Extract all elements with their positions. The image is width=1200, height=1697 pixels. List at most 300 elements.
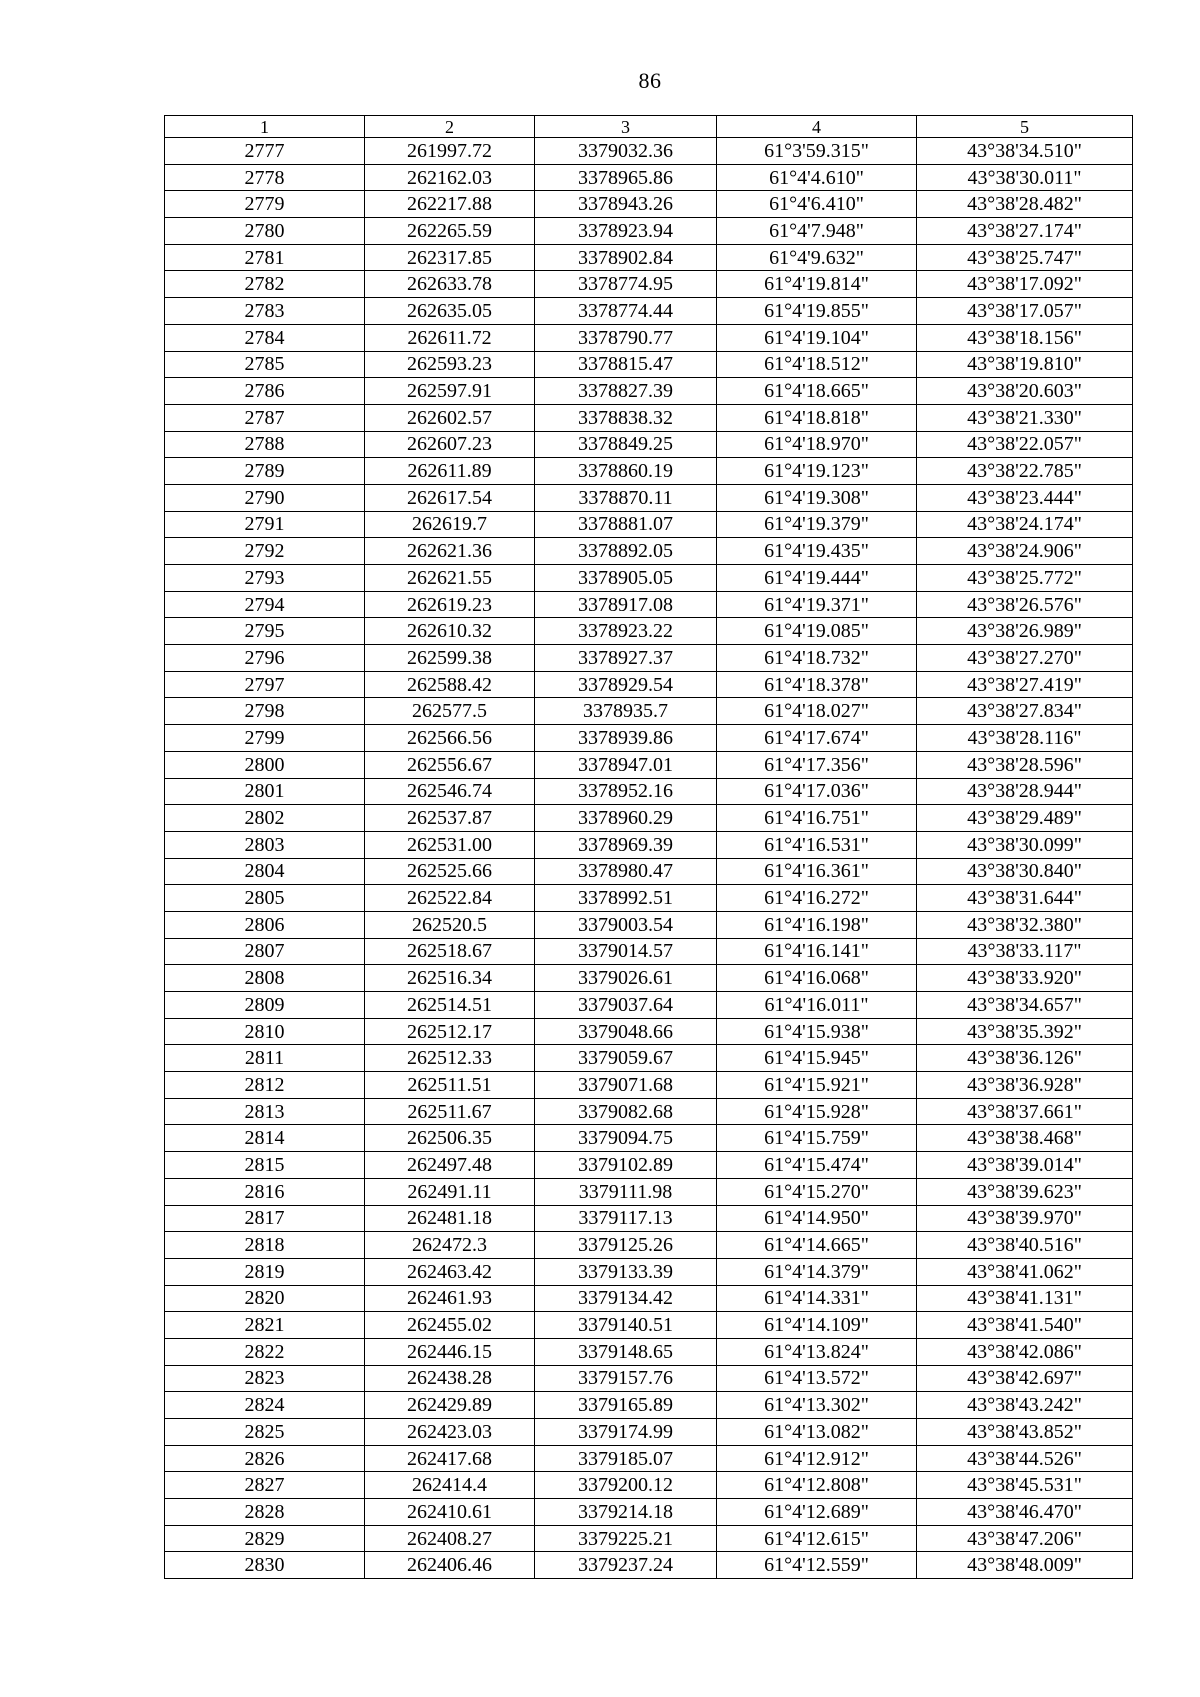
x-coordinate-cell: 262317.85	[365, 244, 535, 271]
table-header	[165, 116, 1133, 138]
table-row	[165, 938, 1133, 965]
longitude-cell: 61°4'15.928"	[717, 1098, 917, 1125]
point-number-cell: 2781	[165, 244, 365, 271]
column-header-4: 4	[717, 116, 917, 138]
point-number-cell: 2805	[165, 885, 365, 912]
longitude-cell: 61°4'16.068"	[717, 965, 917, 992]
table-row	[165, 484, 1133, 511]
longitude-cell: 61°4'18.027"	[717, 698, 917, 725]
table-row	[165, 1525, 1133, 1552]
longitude-cell: 61°4'13.824"	[717, 1338, 917, 1365]
point-number-cell: 2785	[165, 351, 365, 378]
latitude-cell: 43°38'48.009"	[917, 1552, 1133, 1579]
column-header-3: 3	[535, 116, 717, 138]
x-coordinate-cell: 262593.23	[365, 351, 535, 378]
y-coordinate-cell: 3378947.01	[535, 751, 717, 778]
longitude-cell: 61°4'12.689"	[717, 1499, 917, 1526]
table-row	[165, 298, 1133, 325]
x-coordinate-cell: 262162.03	[365, 164, 535, 191]
table-row	[165, 1018, 1133, 1045]
latitude-cell: 43°38'36.928"	[917, 1072, 1133, 1099]
table-row	[165, 1419, 1133, 1446]
x-coordinate-cell: 262410.61	[365, 1499, 535, 1526]
y-coordinate-cell: 3378849.25	[535, 431, 717, 458]
point-number-cell: 2778	[165, 164, 365, 191]
latitude-cell: 43°38'38.468"	[917, 1125, 1133, 1152]
latitude-cell: 43°38'23.444"	[917, 484, 1133, 511]
x-coordinate-cell: 262512.17	[365, 1018, 535, 1045]
y-coordinate-cell: 3378992.51	[535, 885, 717, 912]
latitude-cell: 43°38'22.057"	[917, 431, 1133, 458]
longitude-cell: 61°4'15.759"	[717, 1125, 917, 1152]
coordinates-table	[164, 115, 1133, 1579]
latitude-cell: 43°38'39.014"	[917, 1152, 1133, 1179]
x-coordinate-cell: 262525.66	[365, 858, 535, 885]
y-coordinate-cell: 3378965.86	[535, 164, 717, 191]
point-number-cell: 2825	[165, 1419, 365, 1446]
table-row	[165, 324, 1133, 351]
y-coordinate-cell: 3379026.61	[535, 965, 717, 992]
point-number-cell: 2818	[165, 1232, 365, 1259]
point-number-cell: 2796	[165, 645, 365, 672]
latitude-cell: 43°38'37.661"	[917, 1098, 1133, 1125]
x-coordinate-cell: 262520.5	[365, 911, 535, 938]
longitude-cell: 61°4'19.444"	[717, 565, 917, 592]
point-number-cell: 2802	[165, 805, 365, 832]
table-row	[165, 858, 1133, 885]
latitude-cell: 43°38'41.131"	[917, 1285, 1133, 1312]
table-row	[165, 191, 1133, 218]
latitude-cell: 43°38'44.526"	[917, 1445, 1133, 1472]
table-row	[165, 1258, 1133, 1285]
x-coordinate-cell: 262265.59	[365, 218, 535, 245]
column-header-2: 2	[365, 116, 535, 138]
x-coordinate-cell: 262497.48	[365, 1152, 535, 1179]
x-coordinate-cell: 262610.32	[365, 618, 535, 645]
x-coordinate-cell: 262621.55	[365, 565, 535, 592]
longitude-cell: 61°3'59.315"	[717, 138, 917, 165]
longitude-cell: 61°4'16.011"	[717, 992, 917, 1019]
y-coordinate-cell: 3379111.98	[535, 1178, 717, 1205]
point-number-cell: 2810	[165, 1018, 365, 1045]
longitude-cell: 61°4'16.198"	[717, 911, 917, 938]
latitude-cell: 43°38'32.380"	[917, 911, 1133, 938]
y-coordinate-cell: 3378870.11	[535, 484, 717, 511]
y-coordinate-cell: 3379134.42	[535, 1285, 717, 1312]
x-coordinate-cell: 262472.3	[365, 1232, 535, 1259]
latitude-cell: 43°38'33.920"	[917, 965, 1133, 992]
point-number-cell: 2819	[165, 1258, 365, 1285]
latitude-cell: 43°38'45.531"	[917, 1472, 1133, 1499]
longitude-cell: 61°4'12.615"	[717, 1525, 917, 1552]
latitude-cell: 43°38'17.057"	[917, 298, 1133, 325]
y-coordinate-cell: 3379094.75	[535, 1125, 717, 1152]
table-row	[165, 565, 1133, 592]
y-coordinate-cell: 3378935.7	[535, 698, 717, 725]
table-row	[165, 1178, 1133, 1205]
table-body	[165, 138, 1133, 1579]
longitude-cell: 61°4'18.512"	[717, 351, 917, 378]
x-coordinate-cell: 262611.72	[365, 324, 535, 351]
table-row	[165, 431, 1133, 458]
y-coordinate-cell: 3379032.36	[535, 138, 717, 165]
x-coordinate-cell: 262546.74	[365, 778, 535, 805]
table-row	[165, 1045, 1133, 1072]
table-row	[165, 1312, 1133, 1339]
x-coordinate-cell: 262621.36	[365, 538, 535, 565]
x-coordinate-cell: 262417.68	[365, 1445, 535, 1472]
x-coordinate-cell: 262461.93	[365, 1285, 535, 1312]
point-number-cell: 2784	[165, 324, 365, 351]
y-coordinate-cell: 3378952.16	[535, 778, 717, 805]
x-coordinate-cell: 262463.42	[365, 1258, 535, 1285]
x-coordinate-cell: 261997.72	[365, 138, 535, 165]
x-coordinate-cell: 262455.02	[365, 1312, 535, 1339]
y-coordinate-cell: 3379082.68	[535, 1098, 717, 1125]
x-coordinate-cell: 262438.28	[365, 1365, 535, 1392]
point-number-cell: 2806	[165, 911, 365, 938]
point-number-cell: 2830	[165, 1552, 365, 1579]
latitude-cell: 43°38'41.062"	[917, 1258, 1133, 1285]
latitude-cell: 43°38'46.470"	[917, 1499, 1133, 1526]
longitude-cell: 61°4'18.378"	[717, 671, 917, 698]
x-coordinate-cell: 262406.46	[365, 1552, 535, 1579]
latitude-cell: 43°38'39.623"	[917, 1178, 1133, 1205]
point-number-cell: 2808	[165, 965, 365, 992]
longitude-cell: 61°4'9.632"	[717, 244, 917, 271]
x-coordinate-cell: 262518.67	[365, 938, 535, 965]
longitude-cell: 61°4'4.610"	[717, 164, 917, 191]
table-row	[165, 538, 1133, 565]
point-number-cell: 2829	[165, 1525, 365, 1552]
longitude-cell: 61°4'17.356"	[717, 751, 917, 778]
table-row	[165, 965, 1133, 992]
latitude-cell: 43°38'25.747"	[917, 244, 1133, 271]
x-coordinate-cell: 262611.89	[365, 458, 535, 485]
y-coordinate-cell: 3378980.47	[535, 858, 717, 885]
latitude-cell: 43°38'42.697"	[917, 1365, 1133, 1392]
header-row	[165, 116, 1133, 138]
point-number-cell: 2803	[165, 831, 365, 858]
y-coordinate-cell: 3378790.77	[535, 324, 717, 351]
longitude-cell: 61°4'15.270"	[717, 1178, 917, 1205]
x-coordinate-cell: 262516.34	[365, 965, 535, 992]
x-coordinate-cell: 262429.89	[365, 1392, 535, 1419]
latitude-cell: 43°38'27.270"	[917, 645, 1133, 672]
y-coordinate-cell: 3378815.47	[535, 351, 717, 378]
table-row	[165, 404, 1133, 431]
longitude-cell: 61°4'17.674"	[717, 725, 917, 752]
latitude-cell: 43°38'34.510"	[917, 138, 1133, 165]
table-row	[165, 378, 1133, 405]
longitude-cell: 61°4'14.950"	[717, 1205, 917, 1232]
longitude-cell: 61°4'18.970"	[717, 431, 917, 458]
table-row	[165, 458, 1133, 485]
table-row	[165, 645, 1133, 672]
table-row	[165, 751, 1133, 778]
point-number-cell: 2823	[165, 1365, 365, 1392]
table-row	[165, 778, 1133, 805]
latitude-cell: 43°38'24.174"	[917, 511, 1133, 538]
y-coordinate-cell: 3379133.39	[535, 1258, 717, 1285]
y-coordinate-cell: 3378774.95	[535, 271, 717, 298]
point-number-cell: 2793	[165, 565, 365, 592]
table-row	[165, 511, 1133, 538]
longitude-cell: 61°4'19.123"	[717, 458, 917, 485]
point-number-cell: 2814	[165, 1125, 365, 1152]
x-coordinate-cell: 262619.7	[365, 511, 535, 538]
y-coordinate-cell: 3379148.65	[535, 1338, 717, 1365]
y-coordinate-cell: 3378969.39	[535, 831, 717, 858]
x-coordinate-cell: 262599.38	[365, 645, 535, 672]
longitude-cell: 61°4'12.912"	[717, 1445, 917, 1472]
table-row	[165, 992, 1133, 1019]
point-number-cell: 2804	[165, 858, 365, 885]
table-row	[165, 164, 1133, 191]
table-row	[165, 698, 1133, 725]
table-row	[165, 218, 1133, 245]
longitude-cell: 61°4'19.371"	[717, 591, 917, 618]
point-number-cell: 2828	[165, 1499, 365, 1526]
point-number-cell: 2807	[165, 938, 365, 965]
x-coordinate-cell: 262511.51	[365, 1072, 535, 1099]
y-coordinate-cell: 3379174.99	[535, 1419, 717, 1446]
y-coordinate-cell: 3379214.18	[535, 1499, 717, 1526]
y-coordinate-cell: 3379117.13	[535, 1205, 717, 1232]
table-row	[165, 591, 1133, 618]
y-coordinate-cell: 3378827.39	[535, 378, 717, 405]
latitude-cell: 43°38'21.330"	[917, 404, 1133, 431]
table-row	[165, 1285, 1133, 1312]
longitude-cell: 61°4'14.109"	[717, 1312, 917, 1339]
longitude-cell: 61°4'19.308"	[717, 484, 917, 511]
table-row	[165, 725, 1133, 752]
longitude-cell: 61°4'19.435"	[717, 538, 917, 565]
longitude-cell: 61°4'12.808"	[717, 1472, 917, 1499]
longitude-cell: 61°4'18.818"	[717, 404, 917, 431]
point-number-cell: 2789	[165, 458, 365, 485]
point-number-cell: 2780	[165, 218, 365, 245]
table-row	[165, 911, 1133, 938]
x-coordinate-cell: 262566.56	[365, 725, 535, 752]
longitude-cell: 61°4'13.302"	[717, 1392, 917, 1419]
x-coordinate-cell: 262423.03	[365, 1419, 535, 1446]
point-number-cell: 2809	[165, 992, 365, 1019]
y-coordinate-cell: 3378774.44	[535, 298, 717, 325]
table-row	[165, 805, 1133, 832]
table-row	[165, 618, 1133, 645]
table-row	[165, 1338, 1133, 1365]
table-row	[165, 831, 1133, 858]
y-coordinate-cell: 3379200.12	[535, 1472, 717, 1499]
longitude-cell: 61°4'19.814"	[717, 271, 917, 298]
x-coordinate-cell: 262414.4	[365, 1472, 535, 1499]
latitude-cell: 43°38'20.603"	[917, 378, 1133, 405]
point-number-cell: 2790	[165, 484, 365, 511]
latitude-cell: 43°38'47.206"	[917, 1525, 1133, 1552]
x-coordinate-cell: 262511.67	[365, 1098, 535, 1125]
point-number-cell: 2820	[165, 1285, 365, 1312]
point-number-cell: 2791	[165, 511, 365, 538]
x-coordinate-cell: 262531.00	[365, 831, 535, 858]
longitude-cell: 61°4'15.938"	[717, 1018, 917, 1045]
table-row	[165, 271, 1133, 298]
latitude-cell: 43°38'43.852"	[917, 1419, 1133, 1446]
latitude-cell: 43°38'30.840"	[917, 858, 1133, 885]
y-coordinate-cell: 3378902.84	[535, 244, 717, 271]
point-number-cell: 2799	[165, 725, 365, 752]
x-coordinate-cell: 262577.5	[365, 698, 535, 725]
longitude-cell: 61°4'7.948"	[717, 218, 917, 245]
x-coordinate-cell: 262522.84	[365, 885, 535, 912]
x-coordinate-cell: 262491.11	[365, 1178, 535, 1205]
point-number-cell: 2783	[165, 298, 365, 325]
x-coordinate-cell: 262537.87	[365, 805, 535, 832]
point-number-cell: 2822	[165, 1338, 365, 1365]
latitude-cell: 43°38'36.126"	[917, 1045, 1133, 1072]
longitude-cell: 61°4'14.331"	[717, 1285, 917, 1312]
table-row	[165, 1499, 1133, 1526]
longitude-cell: 61°4'17.036"	[717, 778, 917, 805]
latitude-cell: 43°38'27.174"	[917, 218, 1133, 245]
y-coordinate-cell: 3379225.21	[535, 1525, 717, 1552]
point-number-cell: 2798	[165, 698, 365, 725]
page-number: 86	[638, 68, 662, 93]
longitude-cell: 61°4'19.104"	[717, 324, 917, 351]
point-number-cell: 2797	[165, 671, 365, 698]
latitude-cell: 43°38'40.516"	[917, 1232, 1133, 1259]
point-number-cell: 2794	[165, 591, 365, 618]
longitude-cell: 61°4'15.474"	[717, 1152, 917, 1179]
longitude-cell: 61°4'15.921"	[717, 1072, 917, 1099]
latitude-cell: 43°38'43.242"	[917, 1392, 1133, 1419]
y-coordinate-cell: 3378927.37	[535, 645, 717, 672]
table-row	[165, 885, 1133, 912]
longitude-cell: 61°4'16.751"	[717, 805, 917, 832]
table-row	[165, 351, 1133, 378]
y-coordinate-cell: 3379059.67	[535, 1045, 717, 1072]
point-number-cell: 2815	[165, 1152, 365, 1179]
longitude-cell: 61°4'15.945"	[717, 1045, 917, 1072]
longitude-cell: 61°4'13.572"	[717, 1365, 917, 1392]
point-number-cell: 2813	[165, 1098, 365, 1125]
point-number-cell: 2786	[165, 378, 365, 405]
latitude-cell: 43°38'39.970"	[917, 1205, 1133, 1232]
x-coordinate-cell: 262607.23	[365, 431, 535, 458]
point-number-cell: 2777	[165, 138, 365, 165]
point-number-cell: 2782	[165, 271, 365, 298]
y-coordinate-cell: 3379014.57	[535, 938, 717, 965]
x-coordinate-cell: 262617.54	[365, 484, 535, 511]
longitude-cell: 61°4'13.082"	[717, 1419, 917, 1446]
latitude-cell: 43°38'28.482"	[917, 191, 1133, 218]
x-coordinate-cell: 262619.23	[365, 591, 535, 618]
y-coordinate-cell: 3378929.54	[535, 671, 717, 698]
y-coordinate-cell: 3378943.26	[535, 191, 717, 218]
y-coordinate-cell: 3378923.22	[535, 618, 717, 645]
longitude-cell: 61°4'18.665"	[717, 378, 917, 405]
y-coordinate-cell: 3379140.51	[535, 1312, 717, 1339]
latitude-cell: 43°38'34.657"	[917, 992, 1133, 1019]
y-coordinate-cell: 3379048.66	[535, 1018, 717, 1045]
point-number-cell: 2811	[165, 1045, 365, 1072]
y-coordinate-cell: 3378892.05	[535, 538, 717, 565]
latitude-cell: 43°38'27.834"	[917, 698, 1133, 725]
table-row	[165, 671, 1133, 698]
table-row	[165, 1125, 1133, 1152]
point-number-cell: 2792	[165, 538, 365, 565]
y-coordinate-cell: 3378860.19	[535, 458, 717, 485]
table-row	[165, 1205, 1133, 1232]
latitude-cell: 43°38'27.419"	[917, 671, 1133, 698]
latitude-cell: 43°38'29.489"	[917, 805, 1133, 832]
point-number-cell: 2827	[165, 1472, 365, 1499]
latitude-cell: 43°38'42.086"	[917, 1338, 1133, 1365]
longitude-cell: 61°4'19.085"	[717, 618, 917, 645]
y-coordinate-cell: 3379003.54	[535, 911, 717, 938]
latitude-cell: 43°38'30.099"	[917, 831, 1133, 858]
point-number-cell: 2821	[165, 1312, 365, 1339]
latitude-cell: 43°38'30.011"	[917, 164, 1133, 191]
x-coordinate-cell: 262446.15	[365, 1338, 535, 1365]
longitude-cell: 61°4'16.531"	[717, 831, 917, 858]
y-coordinate-cell: 3378881.07	[535, 511, 717, 538]
point-number-cell: 2801	[165, 778, 365, 805]
table-row	[165, 1072, 1133, 1099]
y-coordinate-cell: 3379037.64	[535, 992, 717, 1019]
x-coordinate-cell: 262514.51	[365, 992, 535, 1019]
longitude-cell: 61°4'16.141"	[717, 938, 917, 965]
y-coordinate-cell: 3378905.05	[535, 565, 717, 592]
longitude-cell: 61°4'6.410"	[717, 191, 917, 218]
x-coordinate-cell: 262506.35	[365, 1125, 535, 1152]
longitude-cell: 61°4'16.361"	[717, 858, 917, 885]
x-coordinate-cell: 262602.57	[365, 404, 535, 431]
point-number-cell: 2826	[165, 1445, 365, 1472]
latitude-cell: 43°38'19.810"	[917, 351, 1133, 378]
latitude-cell: 43°38'28.944"	[917, 778, 1133, 805]
x-coordinate-cell: 262512.33	[365, 1045, 535, 1072]
table-row	[165, 138, 1133, 165]
y-coordinate-cell: 3379157.76	[535, 1365, 717, 1392]
table-row	[165, 1152, 1133, 1179]
latitude-cell: 43°38'22.785"	[917, 458, 1133, 485]
latitude-cell: 43°38'35.392"	[917, 1018, 1133, 1045]
column-header-5: 5	[917, 116, 1133, 138]
x-coordinate-cell: 262633.78	[365, 271, 535, 298]
y-coordinate-cell: 3379102.89	[535, 1152, 717, 1179]
latitude-cell: 43°38'25.772"	[917, 565, 1133, 592]
latitude-cell: 43°38'18.156"	[917, 324, 1133, 351]
x-coordinate-cell: 262635.05	[365, 298, 535, 325]
y-coordinate-cell: 3379237.24	[535, 1552, 717, 1579]
longitude-cell: 61°4'19.855"	[717, 298, 917, 325]
point-number-cell: 2824	[165, 1392, 365, 1419]
y-coordinate-cell: 3378923.94	[535, 218, 717, 245]
point-number-cell: 2800	[165, 751, 365, 778]
longitude-cell: 61°4'14.379"	[717, 1258, 917, 1285]
point-number-cell: 2812	[165, 1072, 365, 1099]
x-coordinate-cell: 262556.67	[365, 751, 535, 778]
table-row	[165, 1472, 1133, 1499]
y-coordinate-cell: 3378939.86	[535, 725, 717, 752]
y-coordinate-cell: 3379071.68	[535, 1072, 717, 1099]
latitude-cell: 43°38'28.596"	[917, 751, 1133, 778]
point-number-cell: 2817	[165, 1205, 365, 1232]
point-number-cell: 2816	[165, 1178, 365, 1205]
latitude-cell: 43°38'41.540"	[917, 1312, 1133, 1339]
latitude-cell: 43°38'24.906"	[917, 538, 1133, 565]
